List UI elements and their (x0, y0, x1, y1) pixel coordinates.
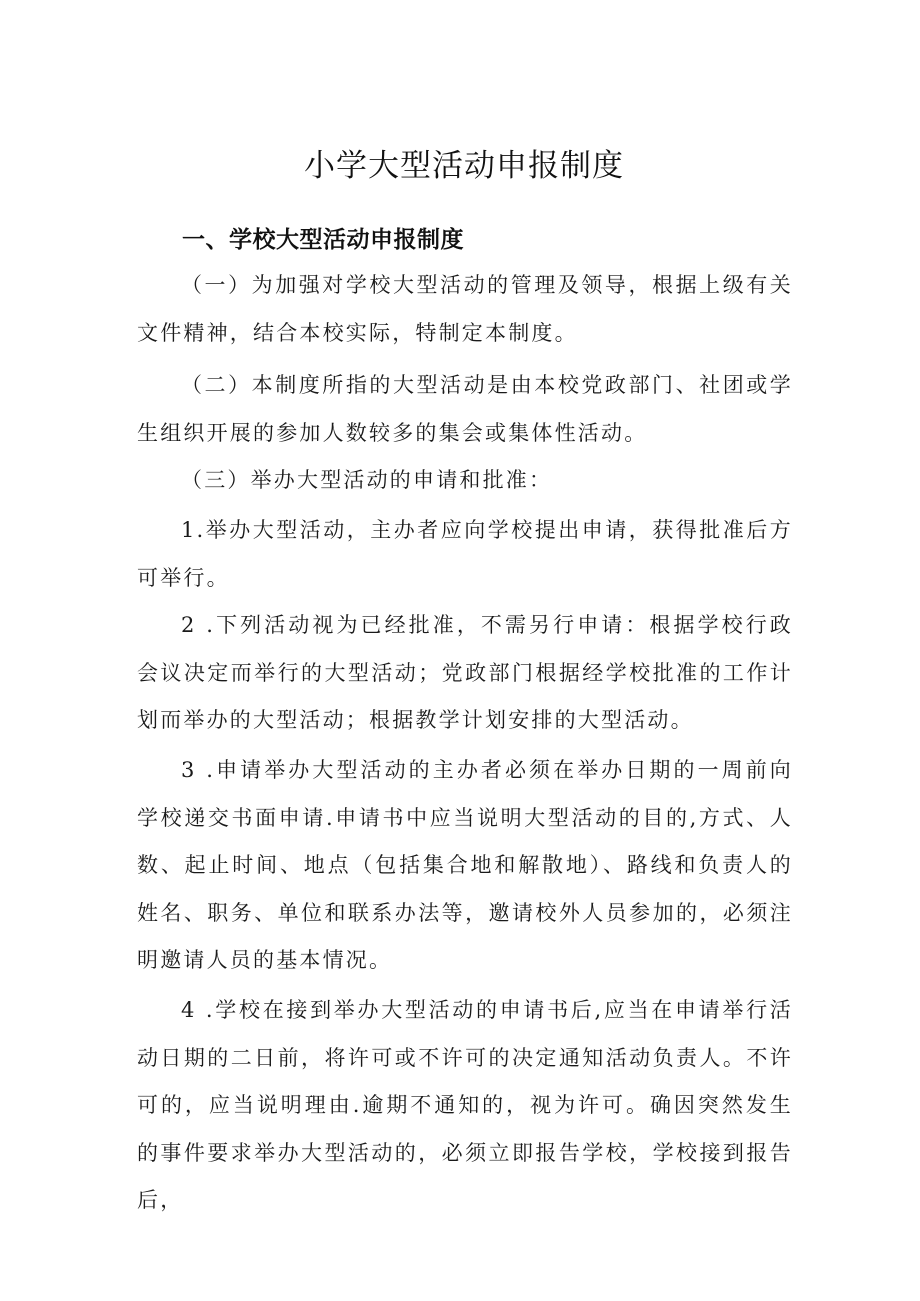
paragraph-2: （二）本制度所指的大型活动是由本校党政部门、社团或学生组织开展的参加人数较多的集会或集体性活动。 (137, 373, 793, 445)
paragraph-5: 2 .下列活动视为已经批准，不需另行申请：根据学校行政会议决定而举行的大型活动；党政部门根据经学校批准的工作计划而举办的大型活动；根据教学计划安排的大型活动。 (137, 613, 793, 732)
paragraph-3: （三）举办大型活动的申请和批准： (181, 468, 553, 492)
paragraph-1: （一）为加强对学校大型活动的管理及领导，根据上级有关文件精神，结合本校实际，特制定本制度。 (137, 273, 793, 345)
paragraph-6: 3 .申请举办大型活动的主办者必须在举办日期的一周前向学校递交书面申请.申请书中应当说明大型活动的目的,方式、人数、起止时间、地点（包括集合地和解散地）、路线和负责人的姓名、职务、单位和联系办法等，邀请校外人员参加的，必须注明邀请人员的基本情况。 (137, 758, 793, 972)
section-heading: 一、学校大型活动申报制度 (182, 227, 464, 253)
document-title: 小学大型活动申报制度 (304, 148, 624, 184)
paragraph-7: 4 .学校在接到举办大型活动的申请书后,应当在申请举行活动日期的二日前，将许可或不许可的决定通知活动负责人。不许可的，应当说明理由.逾期不通知的，视为许可。确因突然发生的事件要求举办大型活动的，必须立即报告学校，学校接到报告后， (137, 998, 793, 1212)
paragraph-4: 1.举办大型活动，主办者应向学校提出申请，获得批准后方可举行。 (137, 518, 793, 590)
